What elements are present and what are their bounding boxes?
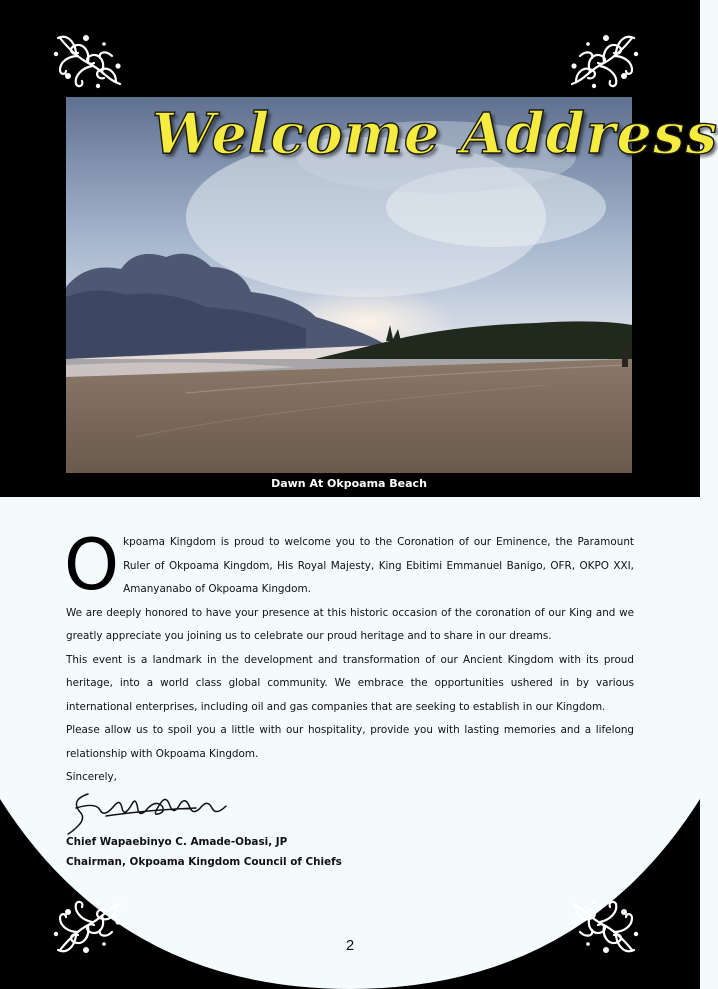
page-number: 2	[345, 937, 355, 954]
ornament-top-right-icon	[566, 26, 644, 90]
handwritten-signature	[66, 786, 231, 836]
letter-closing: Sincerely,	[66, 771, 117, 783]
letter-paragraph-2: We are deeply honored to have your presence at this historic occasion of the coronation of our King and we greatly appreciate you joining us to celebrate our proud heritage and to share in our dreams.	[66, 606, 634, 642]
welcome-letter	[64, 524, 634, 790]
letter-paragraph-4: Please allow us to spoil you a little with our hospitality, provide you with lasting memories and a lifelong relationship with Okpoama Kingdom.	[66, 724, 634, 760]
letter-paragraph-3: This event is a landmark in the development and transformation of our Ancient Kingdom with its proud heritage, into a world class global community. We embrace the opportunities ushered in by various international enterprises, including oil and gas companies that are seeking to establish in our Kingdom.	[66, 653, 634, 713]
hero-beach-photo	[66, 97, 718, 473]
signer-title: Chairman, Okpoama Kingdom Council of Chiefs	[66, 856, 342, 868]
drop-cap: O	[64, 524, 120, 606]
letter-paragraph-1: kpoama Kingdom is proud to welcome you to the Coronation of our Eminence, the Paramount Ruler of Okpoama Kingdom, His Royal Majesty, King Ebitimi Emmanuel Banigo, OFR, OKPO XXI, Amanyanabo of Okpoama Kingdom.	[123, 536, 634, 595]
ornament-top-left-icon	[48, 26, 126, 90]
photo-caption: Dawn At Okpoama Beach	[271, 477, 427, 490]
signer-name: Chief Wapaebinyo C. Amade-Obasi, JP	[66, 836, 288, 848]
page-title: Welcome Address	[152, 101, 718, 167]
